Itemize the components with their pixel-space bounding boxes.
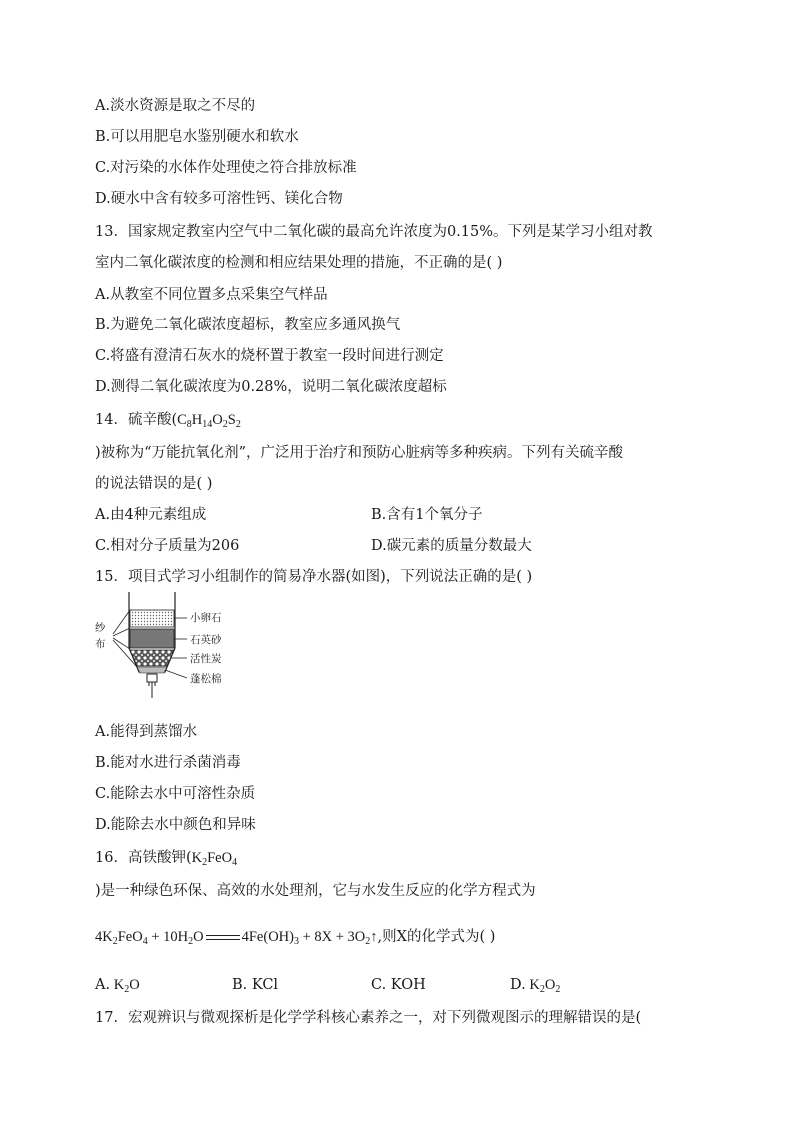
q16-option-d-letter: D. [510, 977, 526, 993]
q16-option-c: C. KOH [371, 977, 426, 993]
water-purifier-figure [95, 590, 235, 702]
q16-formula-k2feo4: $K_2FeO_4$ [191, 850, 238, 868]
q16-stem-line2: )是一种绿色环保、高效的水处理剂，它与水发生反应的化学方程式为 [95, 883, 536, 899]
gauze-label-2: 布 [95, 638, 106, 650]
q14-option-a: A.由4种元素组成 [95, 507, 207, 523]
q13-option-b: B.为避免二氧化碳浓度超标，教室应多通风换气 [95, 317, 401, 333]
q16-equation: $4K_2FeO_4 + 10H_2O$ $4Fe(OH)_3 + 8X$ + $3O_2↑$ [95, 929, 378, 947]
q14-stem-line1 [95, 410, 241, 430]
q12-option-d: D.硬水中含有较多可溶性钙、镁化合物 [95, 191, 343, 207]
q16-stem-prefix: 16．高铁酸钾( [95, 850, 192, 866]
q14-option-c: C.相对分子质量为206 [95, 538, 240, 554]
q16-option-a-formula: $K_2O$ [110, 977, 140, 995]
layer-activated-carbon-label: 活性炭 [190, 653, 222, 665]
q12-option-b: B.可以用肥皂水鉴别硬水和软水 [95, 129, 299, 145]
q15-option-d: D.能除去水中颜色和异味 [95, 817, 256, 833]
q13-stem-line2: 室内二氧化碳浓度的检测和相应结果处理的措施，不正确的是( ) [95, 255, 503, 271]
layer-quartz-sand-label: 石英砂 [190, 634, 222, 646]
q15-option-b: B.能对水进行杀菌消毒 [95, 755, 241, 771]
q14-option-b: B.含有1个氧分子 [371, 507, 483, 523]
layer-pebble-label: 小卵石 [190, 612, 222, 624]
q14-stem-line3: 的说法错误的是( ) [95, 476, 213, 492]
q16-option-d-formula: $K_2O_2$ [525, 977, 561, 995]
q13-stem-line1: 13．国家规定教室内空气中二氧化碳的最高允许浓度为0.15%。下列是某学习小组对教 [95, 224, 653, 240]
q15-option-c: C.能除去水中可溶性杂质 [95, 786, 256, 802]
q15-stem: 15．项目式学习小组制作的简易净水器(如图)，下列说法正确的是( ) [95, 569, 533, 585]
q17-stem: 17．宏观辨识与微观探析是化学学科核心素养之一，对下列微观图示的理解错误的是( [95, 1010, 642, 1026]
q16-stem-line1 [95, 848, 237, 868]
q16-equation-suffix: ,则X的化学式为( ) [377, 929, 496, 945]
gauze-label-1: 纱 [95, 622, 106, 634]
q16-option-b: B. KCl [232, 977, 279, 993]
layer-cotton-label: 蓬松棉 [190, 673, 222, 685]
q14-stem-line2: )被称为“万能抗氧化剂”，广泛用于治疗和预防心脏病等多种疾病。下列有关硫辛酸 [95, 445, 623, 461]
q16-equation-line [95, 927, 495, 947]
q14-formula: $C_8H_{14}O_2S_2$ [177, 412, 241, 430]
q14-option-d: D.碳元素的质量分数最大 [371, 538, 532, 554]
q13-option-d: D.测得二氧化碳浓度为0.28%，说明二氧化碳浓度超标 [95, 379, 447, 395]
q13-option-a: A.从教室不同位置多点采集空气样品 [95, 287, 328, 303]
q12-option-c: C.对污染的水体作处理使之符合排放标准 [95, 160, 357, 176]
q12-option-a: A.淡水资源是取之不尽的 [95, 98, 256, 114]
q16-option-a-letter: A. [95, 977, 111, 993]
q13-option-c: C.将盛有澄清石灰水的烧杯置于教室一段时间进行测定 [95, 348, 444, 364]
q16-option-d [510, 975, 560, 995]
q14-stem-prefix: 14．硫辛酸( [95, 412, 178, 428]
q16-option-a [95, 975, 140, 995]
q15-option-a: A.能得到蒸馏水 [95, 724, 198, 740]
